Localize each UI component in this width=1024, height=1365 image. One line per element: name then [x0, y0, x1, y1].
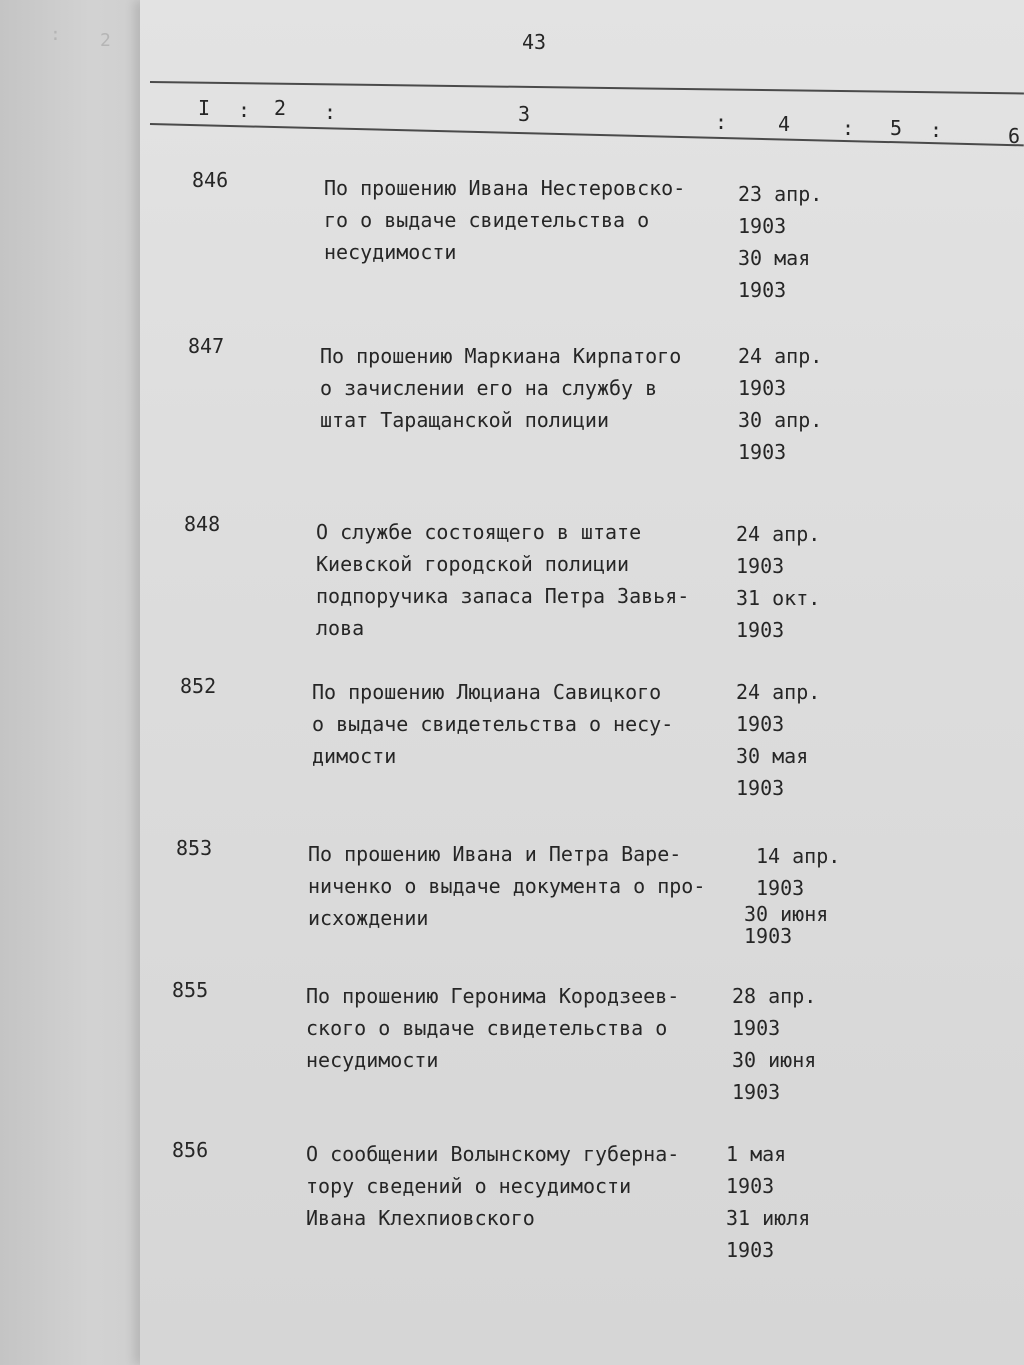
end-date: 30 мая: [738, 246, 811, 270]
description-line: несудимости: [324, 240, 457, 264]
entry-description: [324, 172, 685, 268]
description-line: штат Таращанской полиции: [320, 408, 609, 432]
end-year: 1903: [738, 278, 787, 302]
entry-number: 846: [192, 168, 229, 192]
bleed-mark: :: [50, 24, 61, 45]
column-separator: :: [238, 98, 251, 122]
bleed-mark: 2: [100, 30, 111, 51]
column-separator: :: [930, 118, 943, 142]
description-line: лова: [316, 616, 365, 640]
entry-dates: [736, 676, 820, 804]
end-year: 1903: [726, 1238, 775, 1262]
description-line: го о выдаче свидетельства о: [324, 208, 650, 232]
entry-number: 847: [188, 334, 225, 358]
description-line: ниченко о выдаче документа о про-: [308, 874, 706, 898]
column-header-5: 5: [890, 116, 903, 140]
start-date: 14 апр.: [756, 844, 841, 868]
description-line: несудимости: [306, 1048, 439, 1072]
description-line: исхождении: [308, 906, 429, 930]
end-date: 30 апр.: [738, 408, 823, 432]
end-date: 31 июля: [726, 1206, 811, 1230]
description-line: о зачислении его на службу в: [320, 376, 658, 400]
entry-description: [308, 838, 705, 934]
entry-description: [306, 1138, 679, 1234]
entry-dates: [738, 178, 822, 306]
entry-description: [312, 676, 673, 772]
column-separator: :: [324, 100, 337, 124]
end-date: 30 мая: [736, 744, 809, 768]
description-line: По прошению Ивана Нестеровско-: [324, 176, 686, 200]
description-line: По прошению Ивана и Петра Варе-: [308, 842, 682, 866]
description-line: ского о выдаче свидетельства о: [306, 1016, 668, 1040]
description-line: подпоручика запаса Петра Завья-: [316, 584, 690, 608]
column-header-4: 4: [778, 112, 791, 136]
start-date: 1 мая: [726, 1142, 787, 1166]
column-header-1: I: [198, 96, 211, 120]
description-line: тору сведений о несудимости: [306, 1174, 632, 1198]
description-line: О сообщении Волынскому губерна-: [306, 1142, 680, 1166]
description-line: димости: [312, 744, 397, 768]
column-header-3: 3: [518, 102, 531, 126]
description-line: Киевской городской полиции: [316, 552, 630, 576]
column-header-2: 2: [274, 96, 287, 120]
description-line: О службе состоящего в штате: [316, 520, 642, 544]
entry-dates: [726, 1138, 810, 1266]
previous-page-edge: [0, 0, 150, 1365]
entry-dates: [744, 840, 840, 952]
end-year: 1903: [736, 776, 785, 800]
start-date: 28 апр.: [732, 984, 817, 1008]
description-line: По прошению Геронима Кородзеев-: [306, 984, 680, 1008]
start-year: 1903: [738, 214, 787, 238]
start-year: 1903: [732, 1016, 781, 1040]
entry-number: 855: [172, 978, 209, 1002]
start-year: 1903: [736, 554, 785, 578]
end-date: 30 июня: [732, 1048, 817, 1072]
column-separator: :: [842, 116, 855, 140]
end-year: 1903: [736, 618, 785, 642]
end-date: 31 окт.: [736, 586, 821, 610]
entry-description: [320, 340, 681, 436]
entry-description: [306, 980, 679, 1076]
entry-dates: [738, 340, 822, 468]
entry-number: 848: [184, 512, 221, 536]
end-year: 1903: [732, 1080, 781, 1104]
column-header-6: 6: [1008, 124, 1021, 148]
entry-dates: [732, 980, 816, 1108]
description-line: По прошению Маркиана Кирпатого: [320, 344, 682, 368]
entry-description: [316, 516, 689, 644]
end-year: 1903: [744, 924, 793, 948]
column-separator: :: [715, 110, 728, 134]
description-line: о выдаче свидетельства о несу-: [312, 712, 674, 736]
end-year: 1903: [738, 440, 787, 464]
start-date: 24 апр.: [736, 522, 821, 546]
description-line: По прошению Люциана Савицкого: [312, 680, 662, 704]
start-year: 1903: [736, 712, 785, 736]
start-year: 1903: [756, 876, 805, 900]
start-date: 24 апр.: [738, 344, 823, 368]
entry-number: 852: [180, 674, 217, 698]
start-date: 23 апр.: [738, 182, 823, 206]
page-number: 43: [522, 30, 547, 54]
start-date: 24 апр.: [736, 680, 821, 704]
start-year: 1903: [738, 376, 787, 400]
start-year: 1903: [726, 1174, 775, 1198]
entry-number: 853: [176, 836, 213, 860]
entry-dates: [736, 518, 820, 646]
description-line: Ивана Клехпиовского: [306, 1206, 535, 1230]
end-date: 30 июня: [744, 902, 829, 926]
entry-number: 856: [172, 1138, 209, 1162]
